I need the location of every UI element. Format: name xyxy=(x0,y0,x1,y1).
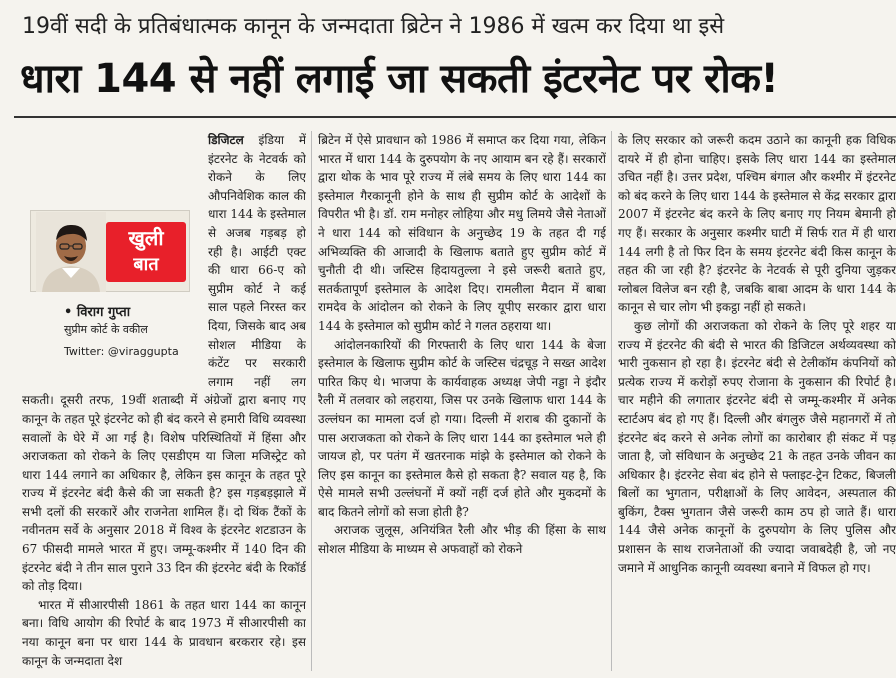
column-3-paragraph: कुछ लोगों की अराजकता को रोकने के लिए पूरे शहर या राज्य में इंटरनेट की बंदी से भारत की डिजिटल अर्थव्यवस्था को भारी नुकसान हो रहा है। इंटरनेट बंदी से टेलीकॉम कंपनियों को प्रत्येक राज्य में करोड़ों रुपए रोजाना के नुकसान की रिपोर्ट है। चार महीने की लगातार इंटरनेट बंदी से जम्मू-कश्मीर में अनेक स्टार्टअप बंद हो गए हैं। दिल्ली और बंगलुरु जैसे महानगरों में तो इंटरनेट बंद करने से अनेक लोगों का कारोबार ही संकट में पड़ जाता है, जो संविधान के अनुच्छेद 21 के तहत उनके जीवन का अधिकार है। इंटरनेट सेवा बंद होने से फ्लाइट-ट्रेन टिकट, बिजली बिलों का भुगतान, परीक्षाओं के लिए आवेदन, अस्पताल की बुकिंग, टैक्स भुगतान जैसे जरूरी काम ठप हो जाते हैं। धारा 144 जैसे अनेक कानूनों के दुरुपयोग के लिए पुलिस और प्रशासन के साथ राजनेताओं की ज्यादा जवाबदेही है, जो नए जमाने में आधुनिक कानूनी व्यवस्था बनाने में विफल हो गए। xyxy=(618,318,896,575)
author-twitter[interactable]: Twitter: @viraggupta xyxy=(64,345,179,358)
column-1-paragraph: भारत में सीआरपीसी 1861 के तहत धारा 144 का कानून बना। विधि आयोग की रिपोर्ट के बाद 1973 में सीआरपीसी का नया कानून बना पर धारा 144 के प्रावधान बरकरार रहे। इस कानून के जन्मदाता देश xyxy=(22,597,306,668)
headline-divider xyxy=(14,116,896,118)
column-divider xyxy=(311,131,312,671)
article-headline: धारा 144 से नहीं लगाई जा सकती इंटरनेट पर रोक! xyxy=(20,56,779,102)
column-badge xyxy=(106,222,186,282)
badge-line-2: बात xyxy=(133,254,159,275)
author-info xyxy=(64,304,179,360)
column-3-paragraph: के लिए सरकार को जरूरी कदम उठाने का कानूनी हक विधिक दायरे में ही होना चाहिए। इसके लिए धारा 144 का इस्तेमाल उचित नहीं है। उत्तर प्रदेश, पश्चिम बंगाल और कश्मीर में इंटरनेट को बंद करने के लिए धारा 144 के इस्तेमाल से केंद्र सरकार द्वारा 2007 में इंटरनेट बंद करने के लिए बनाए गए नियम बेमानी हो गए हैं। सरकार के अनुसार कश्मीर घाटी में सिर्फ रात में ही धारा 144 लगी है तो फिर दिन के समय इंटरनेट बंदी किस कानून के तहत की जा रही है? इंटरनेट के नेटवर्क से पूरी दुनिया जुड़कर ग्लोबल विलेज बन रही है, जबकि बाबा आदम के धारा 144 के कानून से चार लोग भी इकट्ठा नहीं हो सकते। xyxy=(618,133,896,315)
badge-line-1: खुली xyxy=(128,226,164,250)
article-column-3 xyxy=(618,131,896,676)
author-portrait-icon xyxy=(36,212,106,292)
column-divider xyxy=(611,131,612,671)
author-role: सुप्रीम कोर्ट के वकील xyxy=(64,323,148,336)
author-name: • विराग गुप्ता xyxy=(64,305,131,320)
paragraph-text: इंडिया में इंटरनेट के नेटवर्क को रोकने के लिए औपनिवेशिक काल की धारा 144 के इस्तेमाल से अजब गड़बड़ हो रही है। आईटी एक्ट की धारा 66-ए को सुप्रीम कोर्ट ने कई साल पहले निरस्त कर दिया, जिसके बाद अब सोशल मीडिया के कंटेंट पर सरकारी लगाम नहीं लग सकती। दूसरी तरफ, 19वीं शताब्दी में अंग्रेजों द्वारा बनाए गए कानून के तहत पूरे इंटरनेट को ही बंद करने से हमारी विधि व्यवस्था सवालों के घेरे में आ गई है। विशेष परिस्थितियों में हिंसा और अराजकता को रोकने के लिए एसडीएम या जिला मजिस्ट्रेट को धारा 144 लगाने का अधिकार है, लेकिन इस कानून के तहत पूरे राज्य में इंटरनेट बंदी कैसे की जा सकती है? इस गड़बड़झाले में सभी दलों की सरकारें और राजनेता शामिल हैं। दो थिंक टैंकों के नवीनतम सर्वे के अनुसार 2018 में विश्व के इंटरनेट शटडाउन के 67 फीसदी मामले भारत में हुए। जम्मू-कश्मीर में 140 दिन की इंटरनेट बंदी ने तीन साल पुराने 33 दिन की इंटरनेट बंदी के रिकॉर्ड को तोड़ दिया। xyxy=(22,133,306,594)
column-2-paragraph: आंदोलनकारियों की गिरफ्तारी के लिए धारा 144 के बेजा इस्तेमाल के खिलाफ सुप्रीम कोर्ट के जस्टिस चंद्रचूड़ ने सख्त आदेश पारित किए थे। भाजपा के कार्यवाहक अध्यक्ष जेपी नड्डा ने इंदौर रैली में तलवार को लहराया, जिस पर उनके खिलाफ धारा 144 के उल्लंघन का मामला दर्ज हो गया। दिल्ली में शराब की दुकानों के पास अराजकता को रोकने के लिए धारा 144 का इस्तेमाल भले ही जायज हो, पर पतंग में खतरनाक मांझे के इस्तेमाल को रोकने के लिए इस कानून का इस्तेमाल कैसे हो सकता है? सवाल यह है, कि ऐसे मामले सभी उल्लंघनों में क्यों नहीं दर्ज होते और मुकदमों के बाद कितने लोगों को सजा होती है? xyxy=(318,337,606,519)
article-column-1-body xyxy=(22,131,306,676)
byline-box xyxy=(22,168,200,386)
dropcap-word: डिजिटल xyxy=(208,133,244,147)
column-2-paragraph: ब्रिटेन में ऐसे प्रावधान को 1986 में समाप्त कर दिया गया, लेकिन भारत में धारा 144 के दुरुपयोग के नए आयाम बन रहे हैं। सरकारों द्वारा थोक के भाव पूरे राज्य में लंबे समय के लिए धारा 144 का इस्तेमाल गैरकानूनी होने के साथ ही सुप्रीम कोर्ट के आदेशों के विपरीत भी है। डॉ. राम मनोहर लोहिया और मधु लिमये जैसे नेताओं ने धारा 144 को संविधान के अनुच्छेद 19 के तहत दी गई अभिव्यक्ति की आजादी के खिलाफ बताते हुए सुप्रीम कोर्ट में चुनौती दी थी। जस्टिस हिदायतुल्ला ने इसे जरूरी बताते हुए, सतर्कतापूर्ण इस्तेमाल के आदेश दिए। रामलीला मैदान में बाबा रामदेव के आंदोलन को रोकने के लिए यूपीए सरकार द्वारा धारा 144 के इस्तेमाल को सुप्रीम कोर्ट ने गलत ठहराया था। xyxy=(318,133,606,333)
article-column-2 xyxy=(318,131,606,676)
article-kicker: 19वीं सदी के प्रतिबंधात्मक कानून के जन्मदाता ब्रिटेन ने 1986 में खत्म कर दिया था इसे xyxy=(22,14,725,39)
column-2-paragraph: अराजक जुलूस, अनियंत्रित रैली और भीड़ की हिंसा के साथ सोशल मीडिया के माध्यम से अफवाहों को रोकने xyxy=(318,523,606,557)
